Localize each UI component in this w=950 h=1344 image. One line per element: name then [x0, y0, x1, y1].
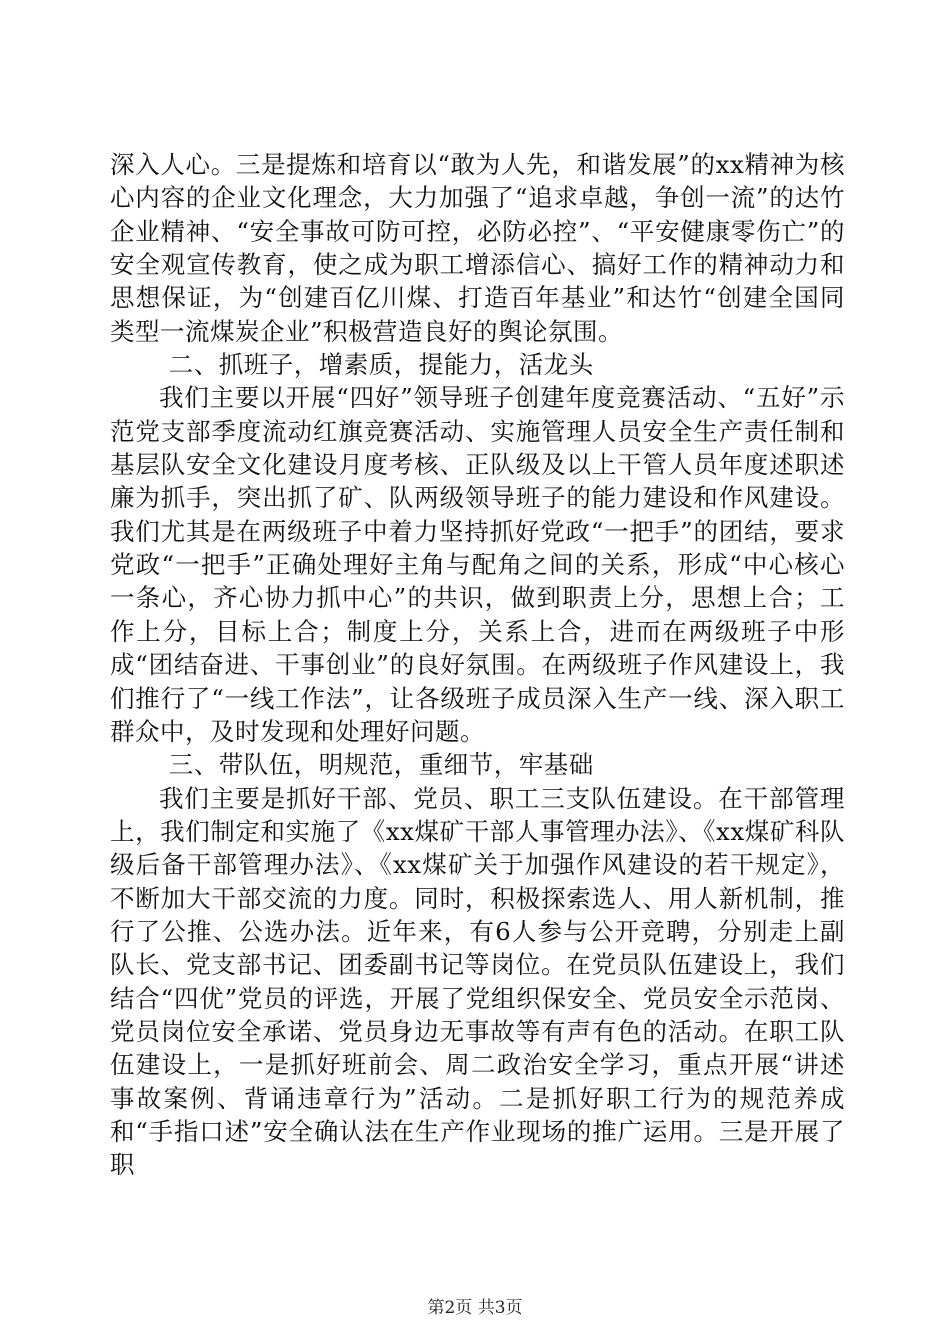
- paragraph-continuation: 深入人心。三是提炼和培育以“敢为人先，和谐发展”的xx精神为核心内容的企业文化理念，大力加强了“追求卓越，争创一流”的达竹企业精神、“安全事故可防可控，必防必控”、“平安健康零伤亡”的安全观宣传教育，使之成为职工增添信心、搞好工作的精神动力和思想保证，为“创建百亿川煤、打造百年基业”和达竹“创建全国同类型一流煤炭企业”积极营造良好的舆论氛围。: [110, 150, 845, 346]
- section-heading-3: 三、带队伍，明规范，重细节，牢基础: [168, 750, 594, 780]
- document-body: [110, 148, 845, 1182]
- page-footer: 第2页 共3页: [427, 1298, 523, 1318]
- paragraph-section-2: 我们主要以开展“四好”领导班子创建年度竞赛活动、“五好”示范党支部季度流动红旗竞赛活动、实施管理人员安全生产责任制和基层队安全文化建设月度考核、正队级及以上干管人员年度述职述廉为抓手，突出抓了矿、队两级领导班子的能力建设和作风建设。我们尤其是在两级班子中着力坚持抓好党政“一把手”的团结，要求党政“一把手”正确处理好主角与配角之间的关系，形成“中心核心一条心，齐心协力抓中心”的共识，做到职责上分，思想上合；工作上分，目标上合；制度上分，关系上合，进而在两级班子中形成“团结奋进、干事创业”的良好氛围。在两级班子作风建设上，我们推行了“一线工作法”，让各级班子成员深入生产一线、深入职工群众中，及时发现和处理好问题。: [110, 383, 845, 746]
- paragraph-section-3: 我们主要是抓好干部、党员、职工三支队伍建设。在干部管理上，我们制定和实施了《xx煤矿干部人事管理办法》、《xx煤矿科队级后备干部管理办法》、《xx煤矿关于加强作风建设的若干规定》，不断加大干部交流的力度。同时，积极探索选人、用人新机制，推行了公推、公选办法。近年来，有6人参与公开竞聘，分别走上副队长、党支部书记、团委副书记等岗位。在党员队伍建设上，我们结合“四优”党员的评选，开展了党组织保安全、党员安全示范岗、党员岗位安全承诺、党员身边无事故等有声有色的活动。在职工队伍建设上，一是抓好班前会、周二政治安全学习，重点开展“讲述事故案例、背诵违章行为”活动。二是抓好职工行为的规范养成和“手指口述”安全确认法在生产作业现场的推广运用。三是开展了职: [110, 783, 845, 1180]
- section-heading-2: 二、抓班子，增素质，提能力，活龙头: [168, 350, 594, 380]
